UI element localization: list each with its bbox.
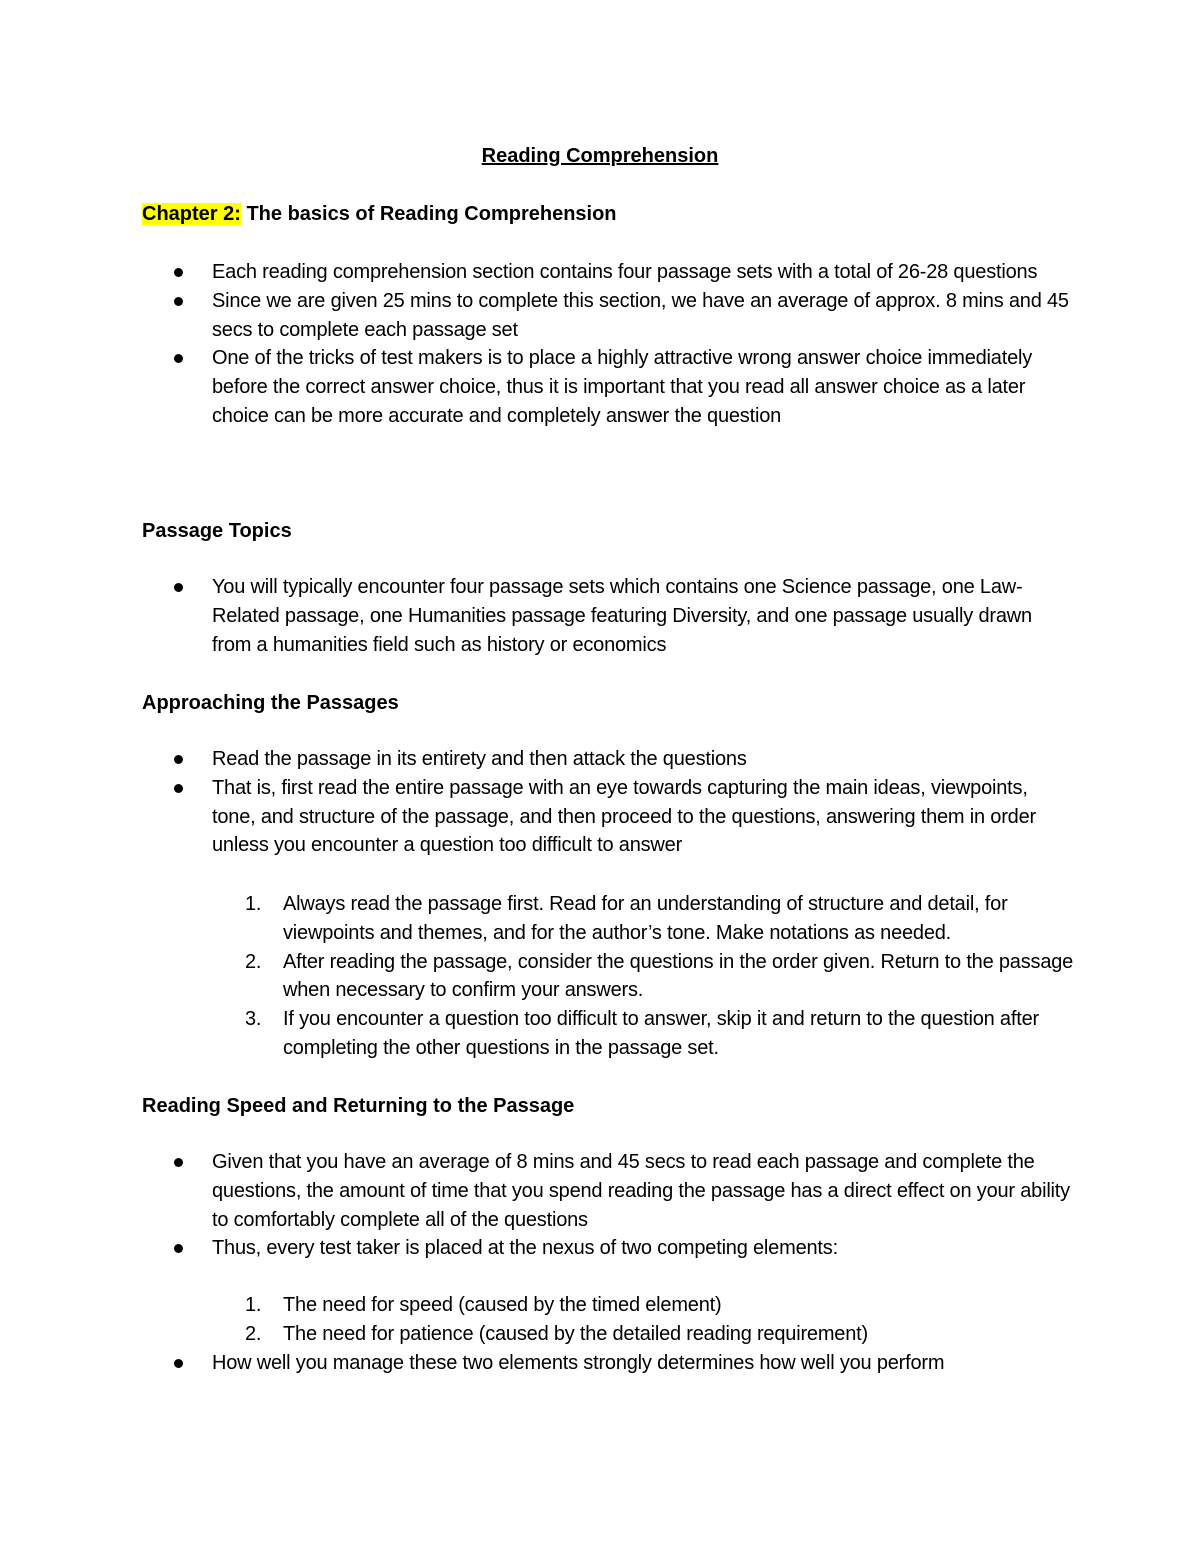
bullet-icon: [174, 755, 183, 764]
bullet-icon: [174, 1158, 183, 1167]
passage-topics-bullet-list: [212, 573, 1072, 659]
list-item: That is, first read the entire passage with an eye towards capturing the main ideas, viewpoints, tone, and structure of the passage, and then proceed to the questions, answering them in order unless you encounter a question too difficult to answer: [212, 774, 1072, 860]
list-item: One of the tricks of test makers is to place a highly attractive wrong answer choice immediately before the correct answer choice, thus it is important that you read all answer choice as a later choice can be more accurate and completely answer the question: [212, 344, 1072, 430]
bullet-icon: [174, 297, 183, 306]
list-item: Since we are given 25 mins to complete this section, we have an average of approx. 8 mins and 45 secs to complete each passage set: [212, 287, 1072, 345]
bullet-icon: [174, 268, 183, 277]
list-item: 2. The need for patience (caused by the detailed reading requirement): [245, 1322, 868, 1345]
chapter-title: The basics of Reading Comprehension: [246, 203, 617, 225]
list-item: Thus, every test taker is placed at the nexus of two competing elements:: [212, 1234, 1072, 1263]
list-item: Read the passage in its entirety and then attack the questions: [212, 745, 1072, 774]
chapter-heading: [142, 200, 617, 228]
list-item: 1. The need for speed (caused by the timed element): [245, 1294, 722, 1316]
bullet-icon: [174, 784, 183, 793]
list-item: Each reading comprehension section contains four passage sets with a total of 26-28 questions: [212, 258, 1072, 287]
bullet-icon: [174, 1359, 183, 1368]
approaching-steps-list: [245, 890, 1083, 1063]
reading-speed-bullet-list: [212, 1148, 1072, 1263]
section-heading-reading-speed: Reading Speed and Returning to the Passage: [142, 1095, 575, 1117]
list-item: 3. If you encounter a question too difficult to answer, skip it and return to the question after completing the other questions in the passage set.: [245, 1008, 1039, 1059]
section-heading-approaching: Approaching the Passages: [142, 692, 399, 714]
list-item: How well you manage these two elements strongly determines how well you perform: [212, 1349, 1072, 1378]
chapter-label: Chapter 2:: [142, 203, 241, 225]
list-item: 1. Always read the passage first. Read for an understanding of structure and detail, for viewpoints and themes, and for the author’s tone. Make notations as needed.: [245, 893, 1008, 944]
bullet-icon: [174, 583, 183, 592]
list-item: You will typically encounter four passage sets which contains one Science passage, one Law-Related passage, one Humanities passage featuring Diversity, and one passage usually drawn from a humanities field such as history or economics: [212, 573, 1072, 659]
list-item: Given that you have an average of 8 mins and 45 secs to read each passage and complete the questions, the amount of time that you spend reading the passage has a direct effect on your ability to comfortably complete all of the questions: [212, 1148, 1072, 1234]
approaching-bullet-list: [212, 745, 1072, 860]
chapter-bullet-list: [212, 258, 1072, 431]
document-title: Reading Comprehension: [481, 145, 719, 167]
list-item: 2. After reading the passage, consider the questions in the order given. Return to the passage when necessary to confirm your answers.: [245, 950, 1074, 1002]
bullet-icon: [174, 354, 183, 363]
competing-elements-list: [245, 1291, 1083, 1349]
bullet-icon: [174, 1244, 183, 1253]
section-heading-passage-topics: Passage Topics: [142, 520, 292, 542]
final-bullet-list: [212, 1349, 1072, 1378]
